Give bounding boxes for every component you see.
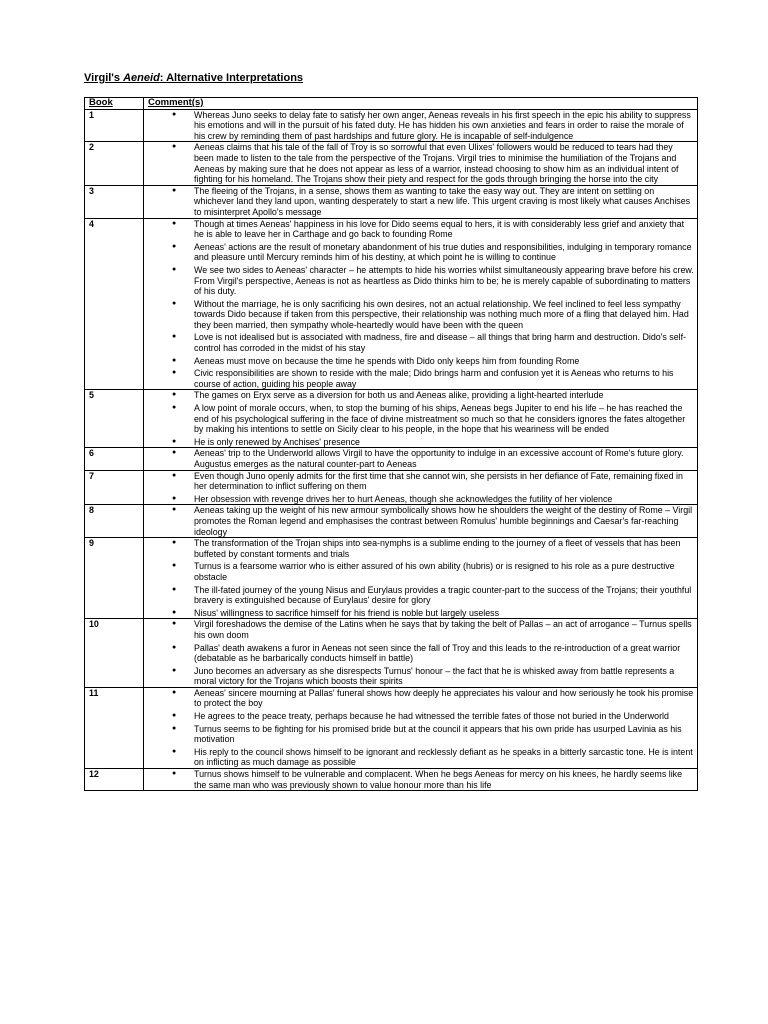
book-number: 6	[85, 448, 144, 470]
comment-item: ● Nisus' willingness to sacrifice himself for his friend is noble but largely useless	[194, 608, 694, 619]
comments-cell	[144, 687, 698, 768]
comment-item: ● We see two sides to Aeneas' character – he attempts to hide his worries whilst simultaneously appearing brave before his crew. From Virgil's perspective, Aeneas is not as heartless as Dido thinks him to be; he is merely capable of subordinating to matters of his duty.	[194, 265, 694, 297]
comments-cell	[144, 142, 698, 185]
comments-cell	[144, 185, 698, 218]
comment-item: ● Aeneas claims that his tale of the fall of Troy is so sorrowful that even Ulixes' followers would be reduced to tears had they been made to listen to the tale from the perspective of the Trojans. Virgil tries to minimise the humiliation of the Trojans and Aeneas by making sure that he does not appear as less of a warrior, instead choosing to show him as an individual intent of fighting for his homeland. The Trojans show their piety and respect for the gods through bringing the horse into the city	[194, 142, 694, 184]
comment-item: ● Turnus shows himself to be vulnerable and complacent. When he begs Aeneas for mercy on his knees, he hardly seems like the same man who was previously shown to value honour more than his life	[194, 769, 694, 790]
table-row	[85, 470, 698, 505]
comment-list	[148, 471, 694, 505]
table-row	[85, 505, 698, 538]
comment-list	[148, 142, 694, 184]
comments-cell	[144, 505, 698, 538]
book-number: 2	[85, 142, 144, 185]
comment-list	[148, 505, 694, 537]
comments-cell	[144, 619, 698, 688]
table-row	[85, 185, 698, 218]
title-prefix: Virgil's	[84, 72, 124, 84]
table-row	[85, 390, 698, 448]
title-italic: Aeneid	[123, 72, 160, 84]
comments-cell	[144, 538, 698, 619]
comment-list	[148, 110, 694, 142]
table-row	[85, 769, 698, 791]
comment-list	[148, 219, 694, 390]
interpretations-table	[84, 97, 698, 791]
comment-item: ● Civic responsibilities are shown to reside with the male; Dido brings harm and confusion yet it is Aeneas who returns to his course of action, guiding his people away	[194, 368, 694, 389]
header-book: Book	[85, 98, 144, 110]
comment-item: ● Aeneas' trip to the Underworld allows Virgil to have the opportunity to indulge in an excessive account of Rome's future glory. Augustus emerges as the natural counter-part to Aeneas	[194, 448, 694, 469]
comment-item: ● The transformation of the Trojan ships into sea-nymphs is a sublime ending to the journey of a fleet of vessels that has been buffeted by constant torments and trials	[194, 538, 694, 559]
book-number: 10	[85, 619, 144, 688]
comments-cell	[144, 470, 698, 505]
title-suffix: : Alternative Interpretations	[159, 72, 304, 84]
comment-list	[148, 390, 694, 447]
comment-item: ● The fleeing of the Trojans, in a sense, shows them as wanting to take the easy way out. They are intent on settling on whichever land they land upon, wanting desperately to start a new life. This urgent craving is most likely what causes Anchises to misinterpret Apollo's message	[194, 186, 694, 218]
table-row	[85, 448, 698, 470]
book-number: 12	[85, 769, 144, 791]
comment-item: ● Love is not idealised but is associated with madness, fire and disease – all things that bring harm and destruction. Dido's self-control has corroded in the midst of his stay	[194, 332, 694, 353]
comment-item: ● Without the marriage, he is only sacrificing his own desires, not an actual relationship. We feel inclined to feel less sympathy towards Dido because if taken from this perspective, their relationship was nothing much more of a fling that delayed him. Had they been married, then sympathy whole-heartedly would have been with the queen	[194, 299, 694, 331]
table-row	[85, 619, 698, 688]
comment-item: ● He agrees to the peace treaty, perhaps because he had witnessed the terrible fates of those not buried in the Underworld	[194, 711, 694, 722]
comment-item: ● He is only renewed by Anchises' presence	[194, 437, 694, 448]
table-row	[85, 538, 698, 619]
comment-item: ● The ill-fated journey of the young Nisus and Eurylaus provides a tragic counter-part to the success of the Trojans; their youthful bravery is extinguished because of Eurylaus' desire for glory	[194, 585, 694, 606]
comments-cell	[144, 218, 698, 390]
comment-item: ● His reply to the council shows himself to be ignorant and recklessly defiant as he speaks in a bitterly sarcastic tone. He is intent on inflicting as much damage as possible	[194, 747, 694, 768]
table-row	[85, 142, 698, 185]
table-body	[85, 109, 698, 791]
comment-item: ● Pallas' death awakens a furor in Aeneas not seen since the fall of Troy and this leads to the re-introduction of a great warrior (debatable as he barbarically conducts himself in battle)	[194, 643, 694, 664]
header-comments: Comment(s)	[144, 98, 698, 110]
comment-item: ● The games on Eryx serve as a diversion for both us and Aeneas alike, providing a light-hearted interlude	[194, 390, 694, 401]
comments-cell	[144, 448, 698, 470]
book-number: 9	[85, 538, 144, 619]
book-number: 8	[85, 505, 144, 538]
book-number: 4	[85, 218, 144, 390]
comments-cell	[144, 769, 698, 791]
book-number: 3	[85, 185, 144, 218]
table-row	[85, 109, 698, 142]
comment-item: ● Aeneas' actions are the result of monetary abandonment of his true duties and responsibilities, indulging in temporary romance and pleasure until Mercury reminds him of his destiny, at which point he is willing to continue	[194, 242, 694, 263]
comment-item: ● Aeneas taking up the weight of his new armour symbolically shows how he shoulders the weight of the destiny of Rome – Virgil promotes the Roman legend and emphasises the contrast between Romulus' humble beginnings and Caesar's far-reaching ideology	[194, 505, 694, 537]
comment-item: ● Aeneas' sincere mourning at Pallas' funeral shows how deeply he appreciates his valour and how seriously he took his promise to protect the boy	[194, 688, 694, 709]
comment-item: ● Her obsession with revenge drives her to hurt Aeneas, though she acknowledges the futility of her violence	[194, 494, 694, 505]
comment-item: ● A low point of morale occurs, when, to stop the burning of his ships, Aeneas begs Jupiter to end his life – he has reached the end of his psychological suffering in the face of divine mistreatment so much so that he considers ignores the fates altogether by making his intentions to settle on Sicily clear to his people, in the hope that his weariness will be ended	[194, 403, 694, 435]
comment-list	[148, 538, 694, 618]
comment-list	[148, 688, 694, 768]
comment-item: ● Whereas Juno seeks to delay fate to satisfy her own anger, Aeneas reveals in his first speech in the epic his ability to suppress his emotions and will in the pursuit of his fated duty. He has hidden his own anxieties and fears in order to raise the morale of his crew by reminding them of past hardships and future glory. He is incapable of self-indulgence	[194, 110, 694, 142]
comment-item: ● Even though Juno openly admits for the first time that she cannot win, she persists in her defiance of Fate, remaining fixed in her determination to inflict suffering on them	[194, 471, 694, 492]
book-number: 5	[85, 390, 144, 448]
comment-item: ● Turnus is a fearsome warrior who is either assured of his own ability (hubris) or is resigned to his role as a pure destructive obstacle	[194, 561, 694, 582]
comment-list	[148, 186, 694, 218]
book-number: 11	[85, 687, 144, 768]
comment-item: ● Turnus seems to be fighting for his promised bride but at the council it appears that his own pride has usurped Lavinia as his motivation	[194, 724, 694, 745]
table-row	[85, 687, 698, 768]
book-number: 1	[85, 109, 144, 142]
comment-item: ● Aeneas must move on because the time he spends with Dido only keeps him from founding Rome	[194, 356, 694, 367]
comment-item: ● Though at times Aeneas' happiness in his love for Dido seems equal to hers, it is with considerably less grief and anxiety that he is able to leave her in Carthage and go back to founding Rome	[194, 219, 694, 240]
comment-list	[148, 448, 694, 469]
document-title	[84, 72, 303, 84]
comments-cell	[144, 390, 698, 448]
comment-item: ● Juno becomes an adversary as she disrespects Turnus' honour – the fact that he is whisked away from battle represents a moral victory for the Trojans which boosts their spirits	[194, 666, 694, 687]
book-number: 7	[85, 470, 144, 505]
table-row	[85, 218, 698, 390]
comments-cell	[144, 109, 698, 142]
table-header-row	[85, 98, 698, 110]
comment-list	[148, 619, 694, 687]
comment-item: ● Virgil foreshadows the demise of the Latins when he says that by taking the belt of Pallas – an act of arrogance – Turnus spells his own doom	[194, 619, 694, 640]
comment-list	[148, 769, 694, 790]
